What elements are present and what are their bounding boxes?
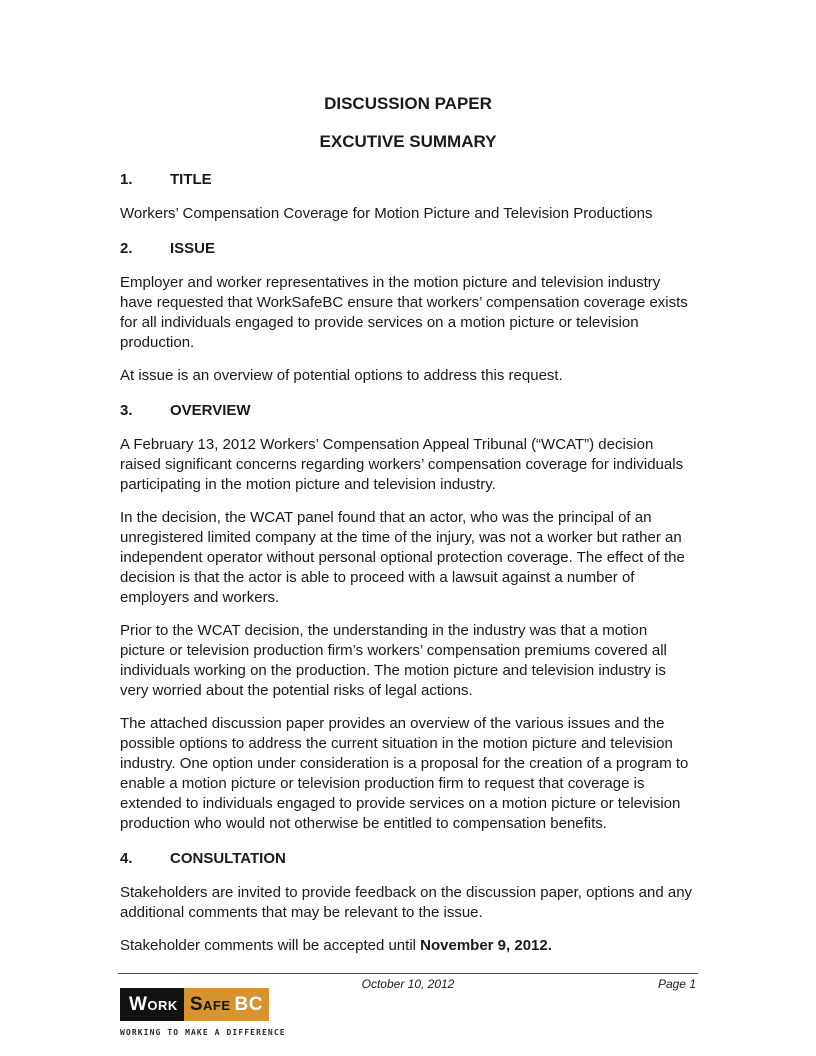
section-heading-label: CONSULTATION — [170, 850, 286, 867]
logo-tagline: WORKING TO MAKE A DIFFERENCE — [120, 1028, 286, 1037]
logo-bc-text: BC — [234, 994, 263, 1015]
paragraph: A February 13, 2012 Workers’ Compensation Appeal Tribunal (“WCAT”) decision raised significant concerns regarding workers’ compensation coverage for individuals participating in the motion picture and television industry. — [120, 436, 684, 493]
section-heading-overview — [120, 401, 696, 421]
section-number: 3. — [120, 402, 133, 419]
paragraph: Prior to the WCAT decision, the understanding in the industry was that a motion picture or television production firm’s workers’ compensation premiums covered all individuals working on the production. The motion picture and television industry is very worried about the potential risks of legal actions. — [120, 622, 667, 699]
paragraph: The attached discussion paper provides an overview of the various issues and the possible options to address the current situation in the motion picture and television industry. One option under consideration is a proposal for the creation of a program to enable a motion picture or television production firm to request that coverage is extended to individuals engaged to provide services on a motion picture or television production who would not otherwise be entitled to compensation benefits. — [120, 715, 689, 832]
section-heading-label: ISSUE — [170, 240, 216, 257]
deadline-date: November 9, 2012. — [420, 937, 552, 954]
logo-safe-bc-block — [184, 988, 269, 1021]
section-heading-title — [120, 170, 696, 190]
footer-page-number: Page 1 — [657, 977, 696, 991]
section-number: 4. — [120, 850, 133, 867]
paragraph-deadline — [120, 936, 696, 956]
paragraph: In the decision, the WCAT panel found that an actor, who was the principal of an unregistered limited company at the time of the injury, was not a worker but rather an independent operator without personal optional protection coverage. The effect of the decision is that the actor is able to proceed with a lawsuit against a number of employers and workers. — [120, 509, 685, 606]
paragraph: Stakeholders are invited to provide feedback on the discussion paper, options and any additional comments that may be relevant to the issue. — [120, 884, 693, 921]
section-heading-label: TITLE — [170, 171, 212, 188]
section-number: 1. — [120, 171, 133, 188]
logo-work-text: Work — [120, 988, 184, 1021]
logo-safe-text: Safe — [189, 994, 231, 1015]
section-heading-label: OVERVIEW — [170, 402, 251, 419]
deadline-prefix: Stakeholder comments will be accepted until — [120, 937, 421, 954]
doc-subtitle: EXCUTIVE SUMMARY — [319, 132, 497, 151]
paragraph: Workers’ Compensation Coverage for Motion Picture and Television Productions — [120, 205, 653, 222]
section-heading-issue — [120, 239, 696, 259]
worksafebc-logo-box — [120, 988, 264, 1021]
section-heading-consultation — [120, 849, 696, 869]
doc-title: DISCUSSION PAPER — [324, 94, 492, 113]
section-number: 2. — [120, 240, 133, 257]
worksafebc-logo — [120, 988, 286, 1037]
paragraph: Employer and worker representatives in the motion picture and television industry have requested that WorkSafeBC ensure that workers’ compensation coverage exists for all individuals engaged to provide services on a motion picture or television production. — [120, 274, 688, 351]
footer-date: October 10, 2012 — [361, 977, 455, 991]
paragraph: At issue is an overview of potential options to address this request. — [120, 367, 563, 384]
